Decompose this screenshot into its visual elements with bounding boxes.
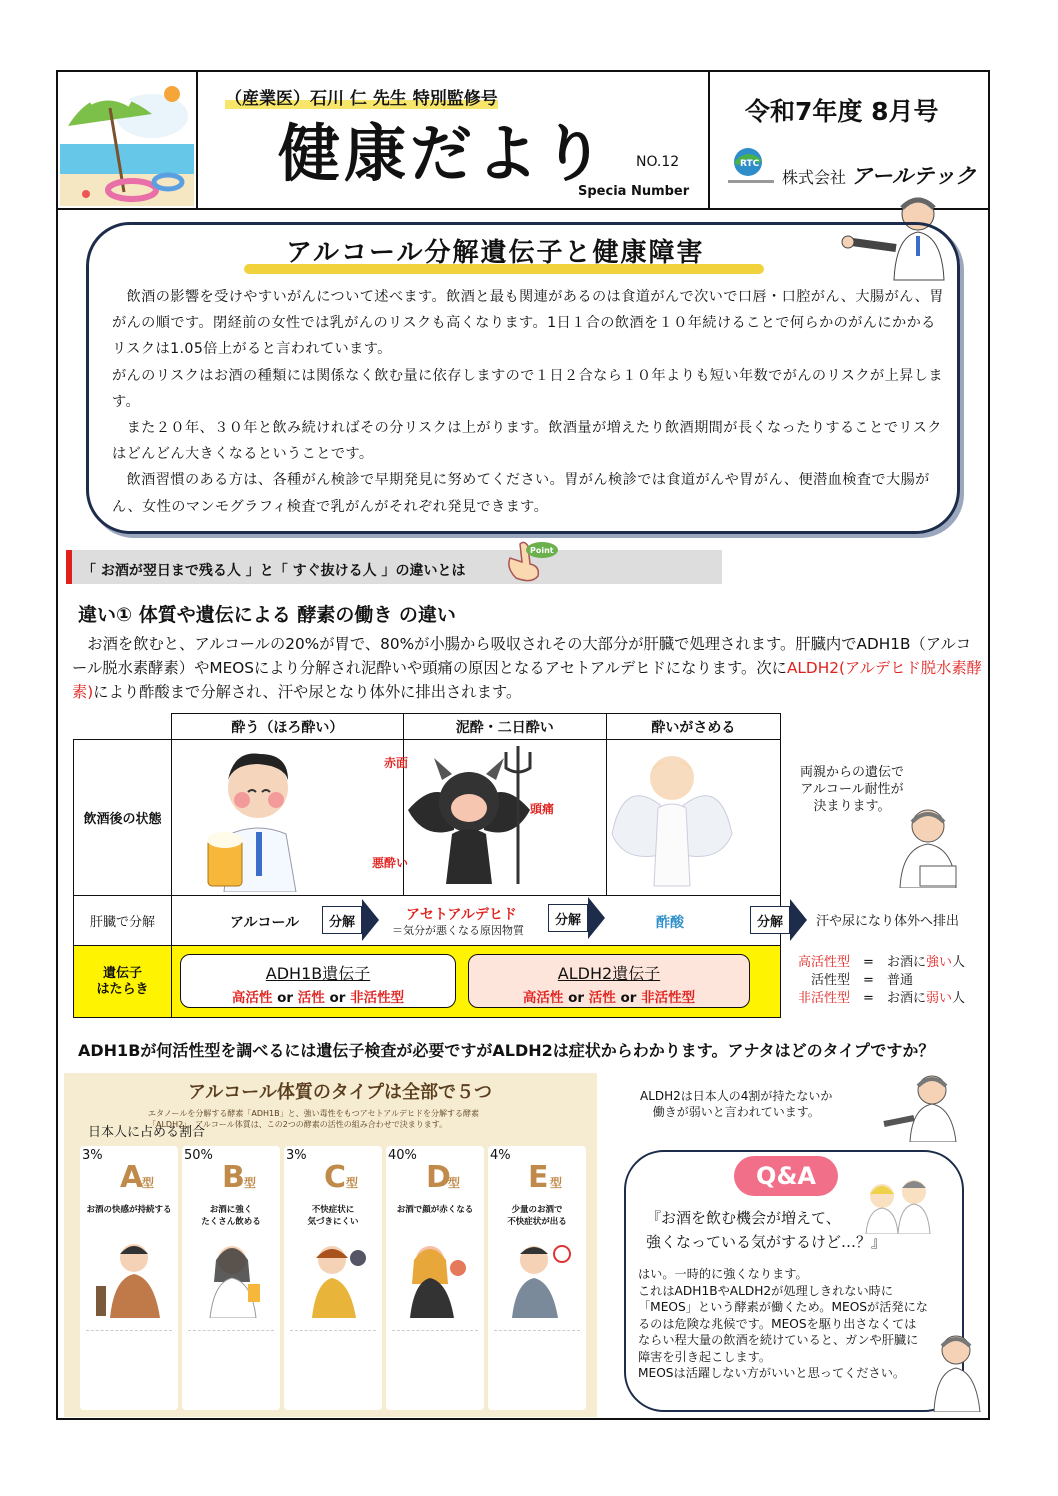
type-d-enzyme-chart [392, 1330, 478, 1402]
type-a-person-icon [90, 1238, 168, 1318]
beach-umbrella-illustration [60, 74, 194, 206]
decompose-arrow-2: 分解 [548, 904, 588, 932]
adh1b-activity: 高活性 or 活性 or 非活性型 [231, 990, 405, 1006]
qa-question: 『お酒を飲む機会が増えて、 強くなっている気がするけど…？』 [646, 1209, 887, 1251]
devil-label-sick: 悪酔い [372, 856, 409, 870]
qa-answer: はい。一時的に強くなります。 これはADH1BやALDH2が処理しきれない時に 「MEOS」という酵素が働くため。MEOSが活発になるのは危険な兆候です。MEOSを駆り出さなくてはならい程大量の飲酒を続けていると、ガンや肝臓に障害を引き起こします。 MEOSは活躍しない方がいいと思ってください。 [638, 1267, 928, 1380]
row-label-liver: 肝臓で分解 [74, 896, 172, 946]
aldh2-title: ALDH2遺伝子 [557, 964, 661, 983]
type-card-d: 40% D 型 お酒で顔が赤くなる [386, 1146, 484, 1410]
devil-label-headache: 頭痛 [530, 802, 555, 816]
doctor-thumbs-up-illustration [924, 1332, 984, 1412]
adh1b-title: ADH1B遺伝子 [265, 964, 371, 983]
type-question: ADH1Bが何活性型を調べるには遺伝子検査が必要ですがALDH2は症状からわかります。アナタはどのタイプですか？ [78, 1041, 935, 1060]
legend-high: 高活性型 = お酒に強い人 [798, 955, 965, 970]
excrete-label: 汗や尿になり体外へ排出 [816, 914, 960, 929]
row-label-gene: 遺伝子 はたらき [74, 946, 172, 1018]
aldh2-highlight: ALDH2(アルデヒド脱水素酵素) [72, 659, 982, 701]
parents-note: 両親からの遺伝で アルコール耐性が 決まります。 [800, 765, 905, 814]
type-e-enzyme-chart [494, 1330, 580, 1402]
decompose-arrow-1: 分解 [322, 906, 362, 934]
table-header: 泥酔・二日酔い [403, 714, 606, 740]
type-card-e: 4% E 型 少量のお酒で 不快症状が出る [488, 1146, 586, 1410]
newsletter-title: 健康だより [278, 117, 609, 190]
adh1b-gene-box [180, 954, 456, 1008]
header-divider-left [196, 70, 198, 210]
type-card-a: 3% A 型 お酒の快感が持続する [80, 1146, 178, 1410]
decompose-arrow-3: 分解 [750, 906, 790, 934]
difference-text: お酒を飲むと、アルコールの20%が胃で、80%が小腸から吸収されその大部分が肝臓で処理されます。肝臓内でADH1B（アルコール脱水素酵素）やMEOSにより分解され泥酔いや頭痛の原因となるアセトアルデヒドになります。次にALDH2(アルデヒド脱水素酵素)により酢酸まで分解され、汗や尿となり体外に排出されます。 [72, 635, 982, 701]
intro-title: アルコール分解遺伝子と健康障害 [286, 238, 705, 268]
legend-mid: 活性型 = 普通 [811, 973, 913, 988]
doctor-pointing-illustration-2 [876, 1072, 966, 1142]
type-b-enzyme-chart [188, 1330, 274, 1402]
angel-illustration [604, 744, 740, 890]
infographic-subtitle: エタノールを分解する酵素「ADH1B」と、強い毒性をもつアセトアルデヒドを分解する酵素「ALDH2」。アルコール体質は、この2つの酵素の活性の組み合わせで決まります。 [148, 1109, 479, 1129]
svg-text:RTC: RTC [740, 159, 760, 169]
type-c-enzyme-chart [290, 1330, 376, 1402]
special-number-label: Specia Number [578, 184, 690, 199]
alcohol-label: アルコール [230, 915, 300, 931]
type-e-person-icon [498, 1238, 576, 1318]
aldh2-note: ALDH2は日本人の4割が持たないか 働きが弱いと言われています。 [640, 1089, 833, 1119]
aldh2-gene-box [468, 954, 750, 1008]
legend-none: 非活性型 = お酒に弱い人 [798, 991, 965, 1006]
table-header: 酔う（ほろ酔い） [172, 714, 404, 740]
supervisor-line: （産業医）石川 仁 先生 特別監修号 [225, 89, 498, 109]
intro-paragraph: また２０年、３０年と飲み続ければその分リスクは上がります。飲酒量が増えたり飲酒期間が長くなったりすることでリスクはどんどん大きくなるということです。 [112, 420, 942, 463]
type-d-person-icon [396, 1238, 474, 1318]
issue-date: 令和7年度 8月号 [745, 97, 939, 126]
acetaldehyde-note: ＝気分が悪くなる原因物質 [392, 924, 524, 937]
tipsy-man-illustration [200, 744, 304, 892]
svg-text:Point: Point [530, 546, 554, 555]
ratio-label: 日本人に占める割合 [88, 1125, 206, 1140]
type-card-b: 50% B 型 お酒に強く たくさん飲める [182, 1146, 280, 1410]
infographic-title: アルコール体質のタイプは全部で５つ [188, 1082, 493, 1103]
table-corner [74, 714, 172, 740]
devil-illustration [394, 740, 544, 890]
company-logo-icon [726, 146, 776, 186]
point-bar-text: 「 お酒が翌日まで残る人 」と「 すぐ抜ける人 」の違いとは [82, 563, 466, 579]
intro-paragraph: 飲酒習慣のある方は、各種がん検診で早期発見に努めてください。胃がん検診では食道がんや胃がん、便潜血検査で大腸がん、女性のマンモグラフィ検査で乳がんがそれぞれ発見できます。 [112, 472, 930, 515]
qa-badge: Q&A [734, 1156, 838, 1196]
devil-label-red-face: 赤面 [384, 756, 409, 770]
activity-legend [798, 954, 965, 1008]
doctor-writing-illustration [880, 806, 976, 888]
type-c-person-icon [294, 1238, 372, 1318]
company-name: 株式会社 アールテック [782, 164, 977, 188]
difference-heading: 違い① 体質や遺伝による 酵素の働き の違い [78, 604, 456, 626]
intro-text [112, 284, 948, 520]
acetic-acid-label: 酢酸 [656, 915, 684, 931]
intro-paragraph: がんのリスクはお酒の種類には関係なく飲む量に依存しますので１日２合なら１０年よりも短い年数でがんのリスクが上昇します。 [112, 367, 943, 410]
table-header: 酔いがさめる [606, 714, 780, 740]
acetaldehyde-label: アセトアルデヒド [406, 907, 517, 923]
type-b-person-icon [192, 1238, 270, 1318]
intro-paragraph: 飲酒の影響を受けやすいがんについて述べます。飲酒と最も関連があるのは食道がんで次いで口唇・口腔がん、大腸がん、胃がんの順です。閉経前の女性では乳がんのリスクも高くなります。1日１合の飲酒を１０年続けることで何らかのがんにかかるリスクは1.05倍上がると言われています。 [112, 289, 944, 358]
aldh2-activity: 高活性 or 活性 or 非活性型 [522, 990, 696, 1006]
row-label-state: 飲酒後の状態 [74, 740, 172, 896]
header-divider-right [708, 70, 710, 210]
type-card-c: 3% C 型 不快症状に 気づきにくい [284, 1146, 382, 1410]
issue-number: NO.12 [636, 154, 680, 170]
type-a-enzyme-chart [86, 1330, 172, 1402]
point-hand-icon [496, 538, 560, 586]
